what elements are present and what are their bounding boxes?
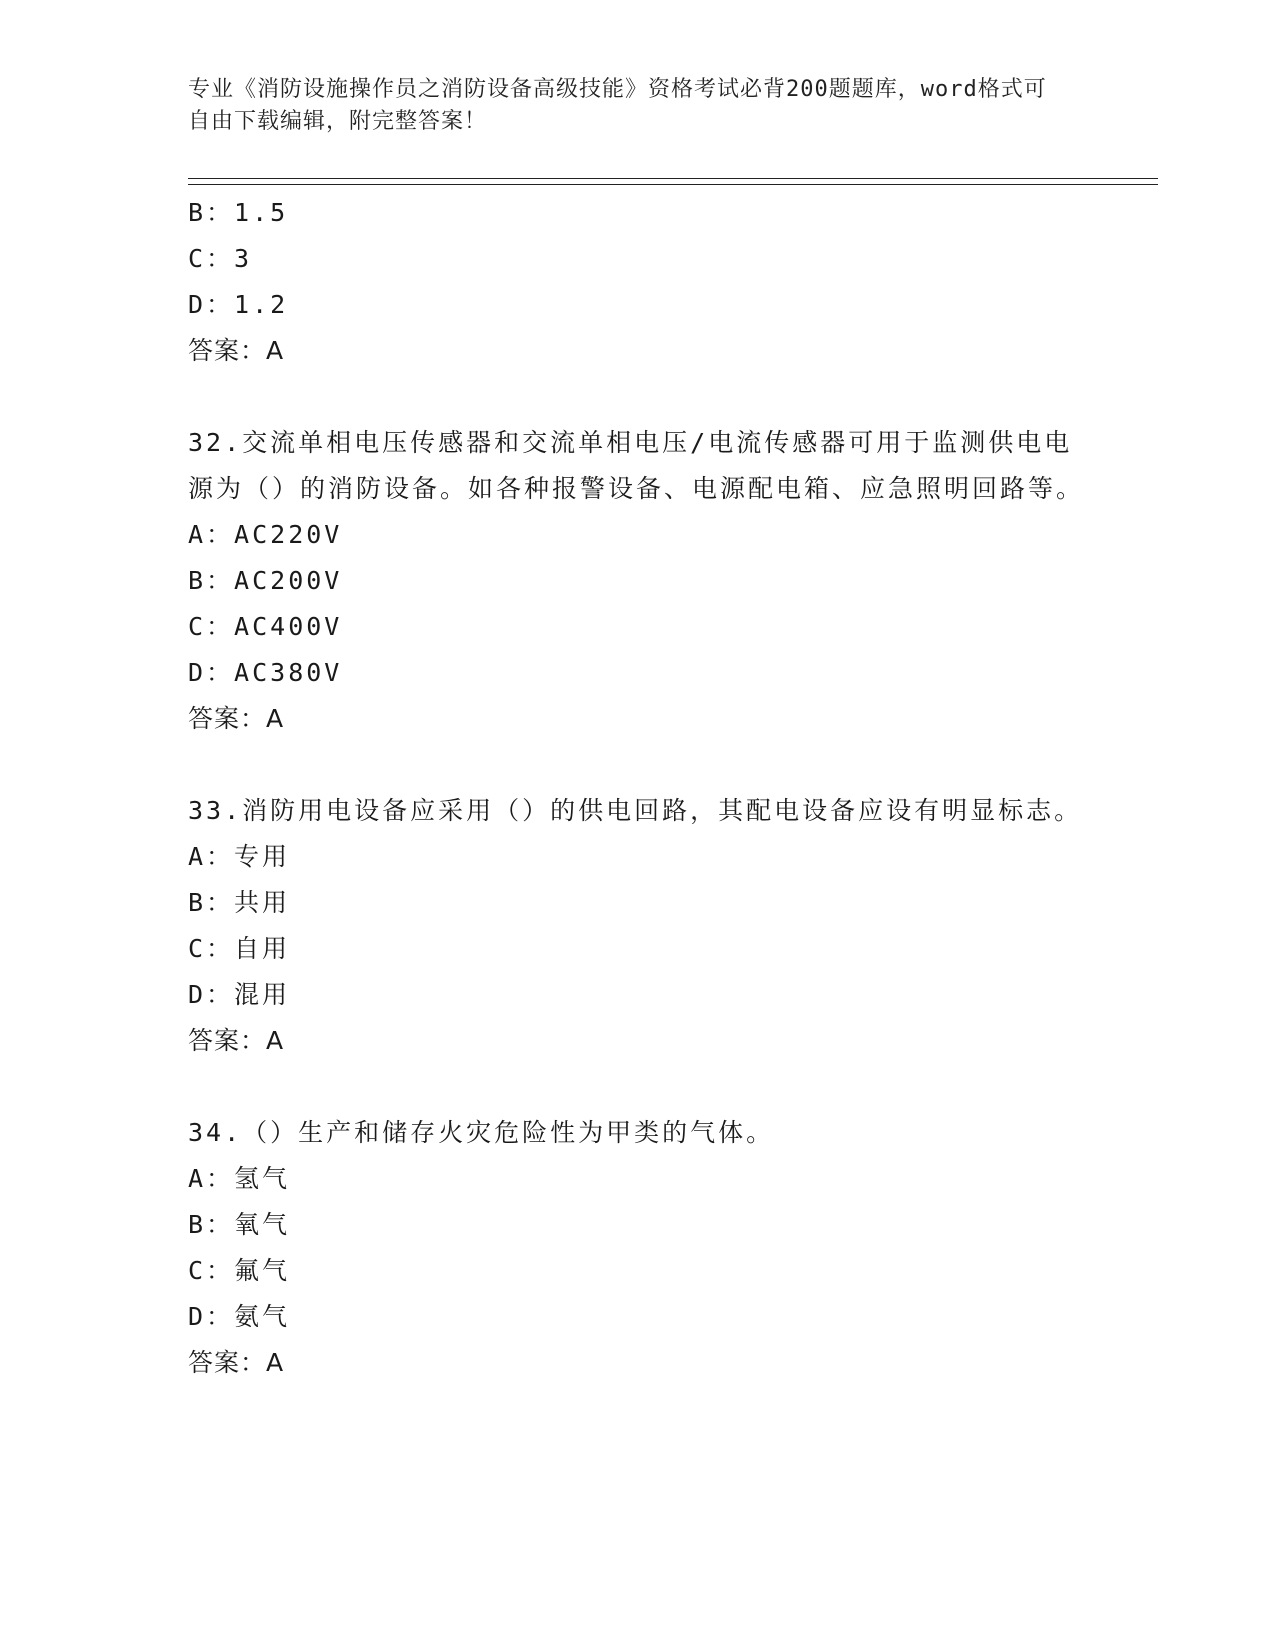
option-a: A：专用	[188, 842, 291, 871]
document-title: 专业《消防设施操作员之消防设备高级技能》资格考试必背200题题库，word格式可自由下载编辑，附完整答案！	[188, 77, 1047, 134]
option-a: A：AC220V	[188, 520, 343, 549]
partial-question	[188, 190, 1088, 374]
option-d: D：1.2	[188, 290, 289, 319]
answer-line: 答案：A	[188, 1026, 285, 1055]
question-list	[188, 190, 1088, 1386]
option-c: C：自用	[188, 934, 291, 963]
question-stem: 34.（）生产和储存火灾危险性为甲类的气体。	[188, 1118, 775, 1147]
option-d: D：氨气	[188, 1302, 291, 1331]
answer-line: 答案：A	[188, 336, 285, 365]
answer-line: 答案：A	[188, 1348, 285, 1377]
option-c: C：3	[188, 244, 253, 273]
option-c: C：AC400V	[188, 612, 343, 641]
option-b: B：AC200V	[188, 566, 343, 595]
option-b: B：氧气	[188, 1210, 291, 1239]
option-d: D：混用	[188, 980, 291, 1009]
question-33	[188, 788, 1088, 1064]
question-32	[188, 420, 1088, 742]
option-b: B：1.5	[188, 198, 289, 227]
header-divider	[188, 178, 1158, 185]
option-c: C：氟气	[188, 1256, 291, 1285]
option-b: B：共用	[188, 888, 291, 917]
answer-line: 答案：A	[188, 704, 285, 733]
question-stem: 33.消防用电设备应采用（）的供电回路，其配电设备应设有明显标志。	[188, 796, 1083, 825]
option-a: A：氢气	[188, 1164, 291, 1193]
option-d: D：AC380V	[188, 658, 343, 687]
question-34	[188, 1110, 1088, 1386]
question-stem: 32.交流单相电压传感器和交流单相电压/电流传感器可用于监测供电电源为（）的消防设备。如各种报警设备、电源配电箱、应急照明回路等。	[188, 428, 1085, 503]
